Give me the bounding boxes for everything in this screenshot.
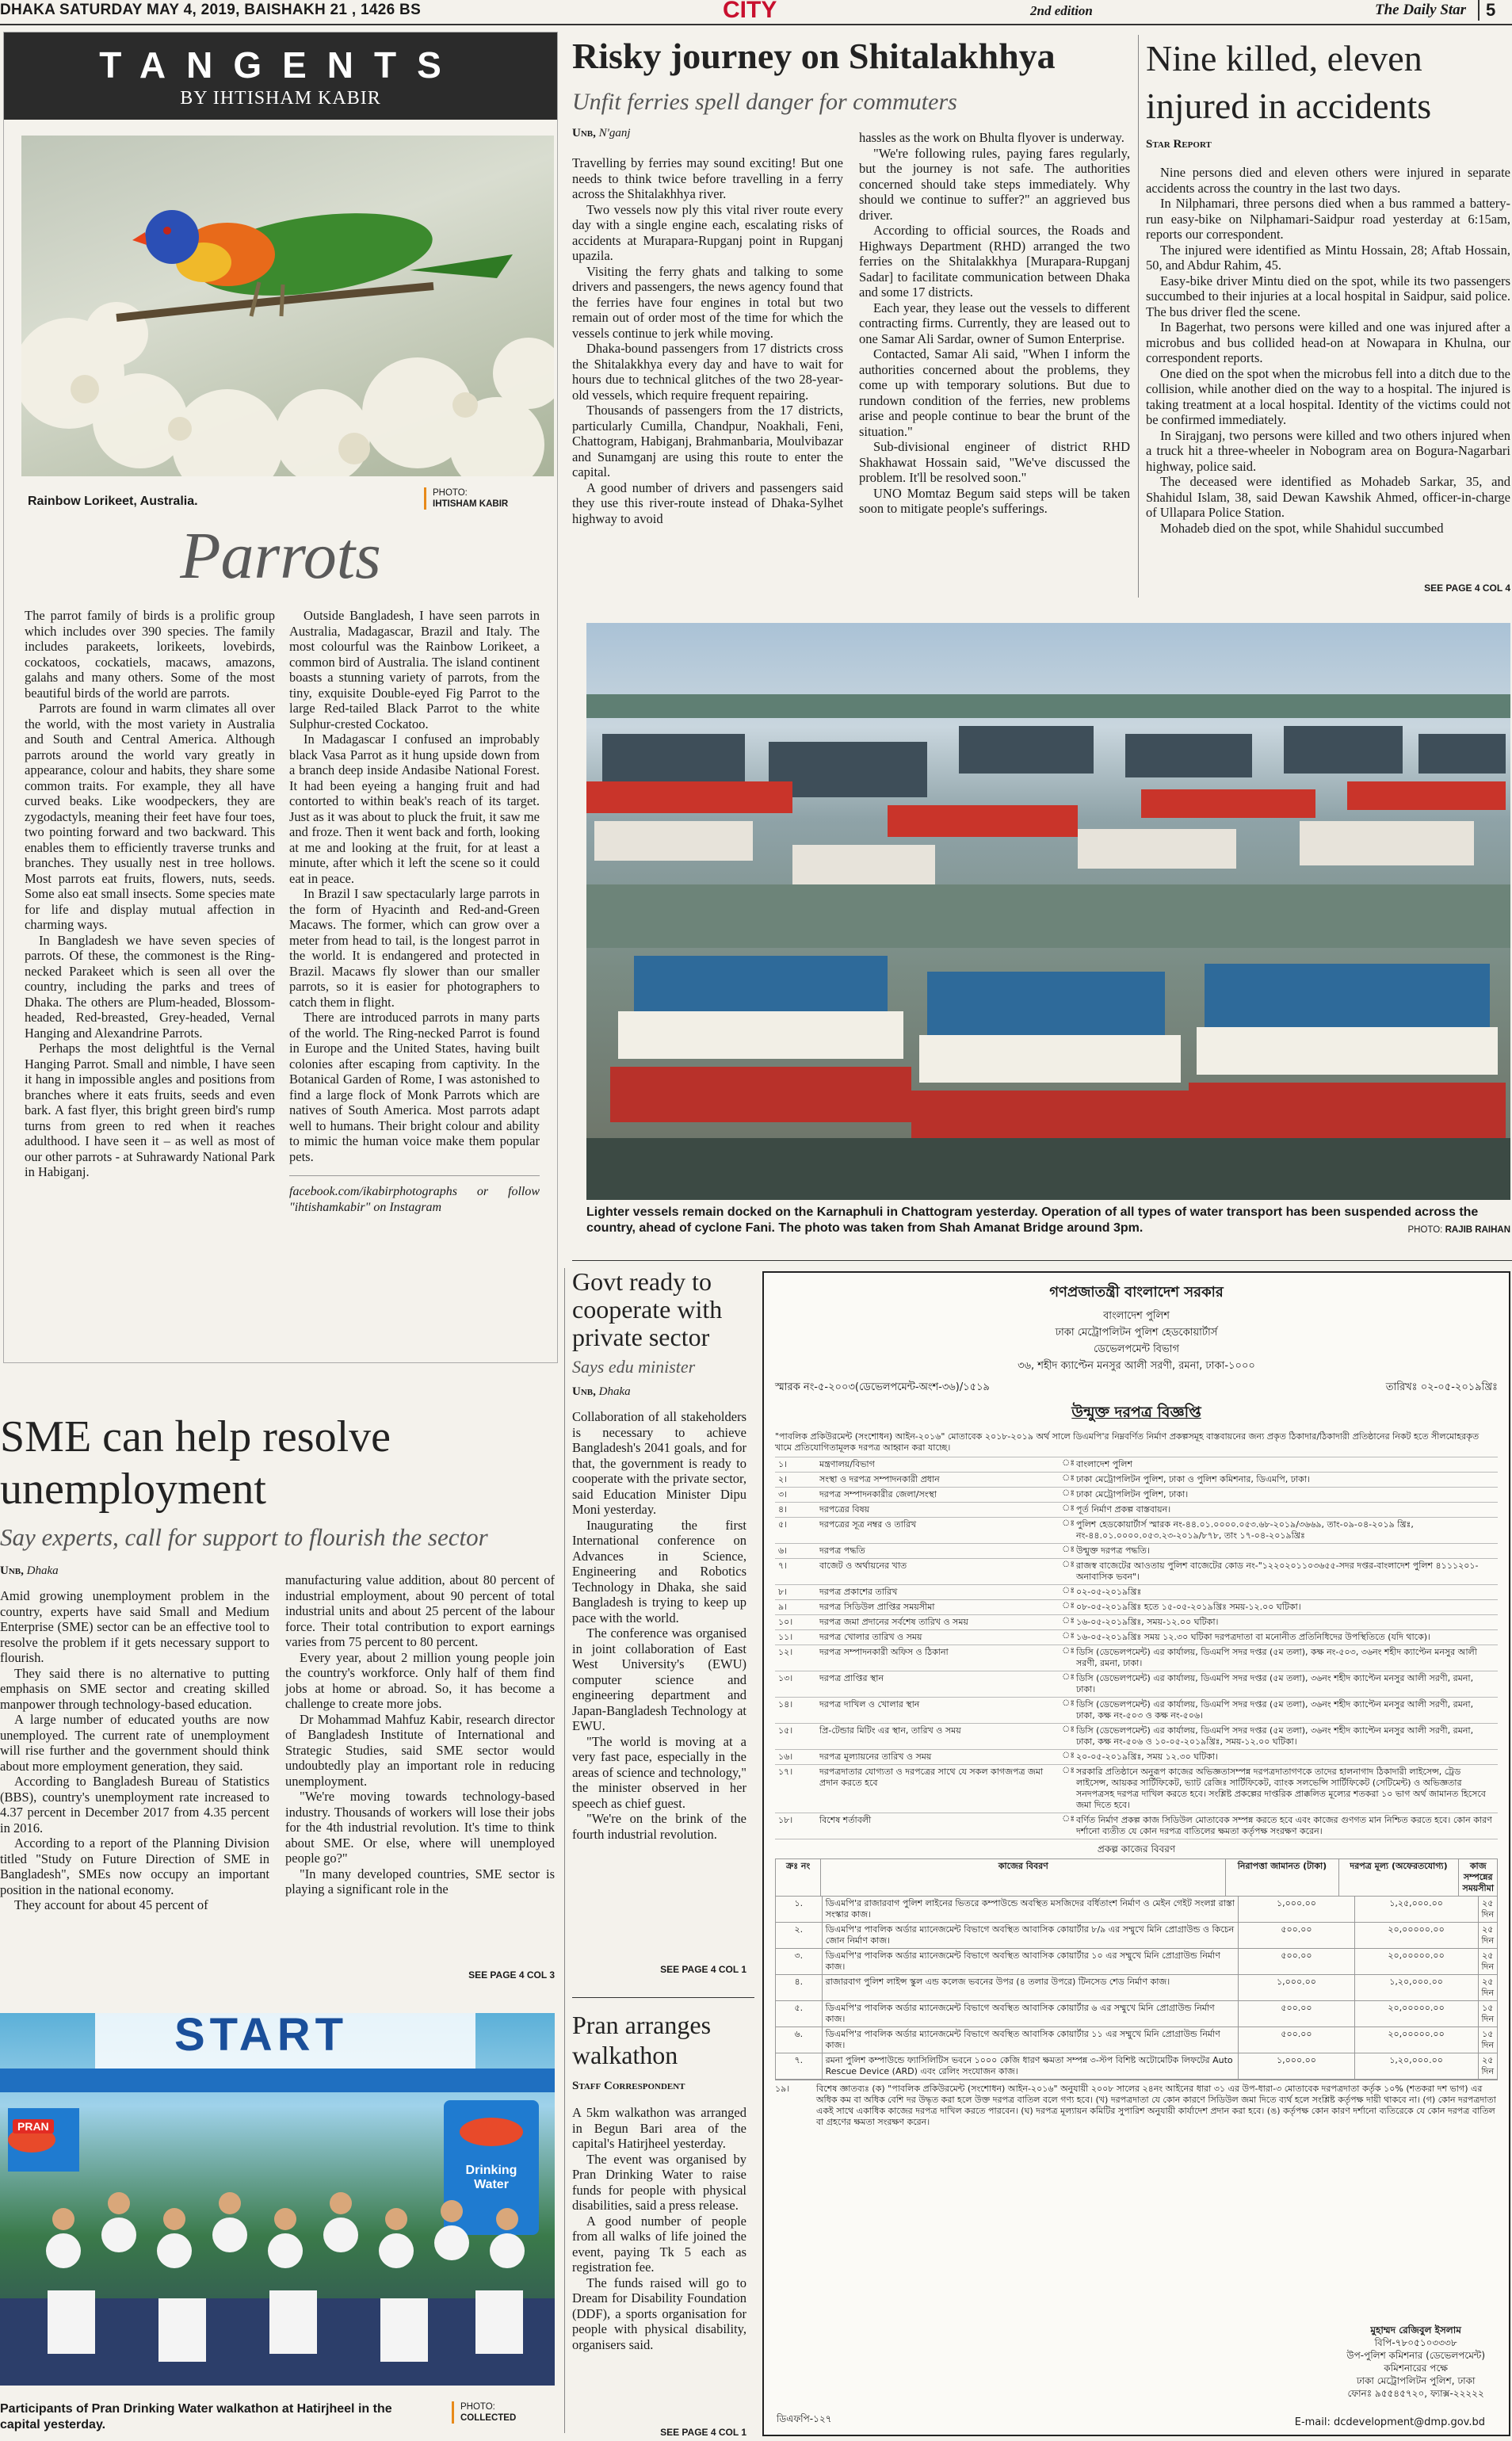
sign-office: কমিশনারের পক্ষে	[1384, 2363, 1448, 2374]
sme-p: manufacturing value addition, about 80 percent of industrial employment, about 90 percent of total industrial units and about 25 percent of the labour force. Their total contribution to export earnings varies from 75 percent to 80 percent.	[285, 1572, 555, 1649]
row-label: দরপত্রের বিষয়	[819, 1504, 870, 1515]
sign-title: উপ-পুলিশ কমিশনার (ডেভেলপমেন্ট)	[1346, 2350, 1485, 2361]
table-cell: ২.	[776, 1923, 823, 1948]
table-cell: ৭.	[776, 2053, 823, 2079]
pran-credit-name: COLLECTED	[460, 2413, 517, 2423]
govt-p: The conference was organised in joint collaboration of East West University's (EWU) computer science and engineering department and Japan-Bangladesh Technology at EWU.	[572, 1625, 746, 1733]
sme-byline	[0, 1564, 59, 1578]
table-cell: ডিএমপি'র রাজারবাগ পুলিশ লাইনের ভিতরে কম্পাউন্ডে অবস্থিত মসজিদের বর্ধিতাংশ নির্মাণ ও মেইন গেইট সংলগ্ন রাস্তা সংস্কার কাজ।	[823, 1897, 1239, 1922]
sme-p: Every year, about 2 million young people join the country's workforce. Only half of them find jobs at home or abroad. So, it has become a challenge to create more jobs.	[285, 1649, 555, 1711]
row-no: ৮।	[778, 1587, 788, 1597]
nine-p: In Bagerhat, two persons were killed and one was injured after a microbus and bus collided head-on at Nowapara in Khulna, our correspondent reports.	[1146, 319, 1510, 365]
row-no: ১।	[778, 1459, 788, 1469]
notice-table-label: প্রকল্প কাজের বিবরণ	[1097, 1843, 1176, 1855]
row-value: পুলিশ হেডকোয়ার্টার্স স্মারক নং-৪৪.০১.০০০০.০৫৩.৬৮-২০১৯/৩৬৬৯, তাং-০৯-০৪-২০১৯ খ্রিঃ, নং-৪৪.০১.০০০০.০৫৩.২৩-২০১৯/৮৭৮, তাং ১৭-০৪-২০১৯খ্রিঃ	[1076, 1519, 1414, 1541]
row-value: রাজস্ব বাজেটের আওতায় পুলিশ বাজেটের কোড নং-"১২২০২০১১০৩৬৫৫-সদর দপ্তর-বাংলাদেশ পুলিশ ৪১১১২০১-অনাবাসিক ভবন"।	[1076, 1560, 1479, 1582]
table-cell: ৫০০.০০	[1239, 1923, 1354, 1948]
nine-p: One died on the spot when the microbus fell into a ditch due to the collision, while another died on the way to a hospital. The injured is taking treatment at a local hospital. Identity of the victims could not be confirmed immediately.	[1146, 365, 1510, 427]
risky-byline	[572, 127, 631, 140]
row-label: দরপত্র পদ্ধতি	[819, 1545, 865, 1556]
pran-p: The event was organised by Pran Drinking Water to raise funds for people with physical disabilities, said a press release.	[572, 2151, 746, 2213]
row-label: দরপত্র প্রাপ্তির স্থান	[819, 1673, 884, 1683]
sme-p: According to a report of the Planning Division titled "Study on Future Direction of SME in Bangladesh", SMEs now occupy an important position in the national economy.	[0, 1836, 269, 1897]
table-header-cell: নিরাপত্তা জামানত (টাকা)	[1226, 1859, 1338, 1896]
credit-label: PHOTO:	[433, 488, 468, 498]
govt-subhead: Says edu minister	[572, 1357, 696, 1377]
table-cell: ২০,০০০০০.০০	[1355, 1923, 1479, 1948]
table-cell: ১,০০০.০০	[1239, 2053, 1354, 2079]
notice-row: ৫। দরপত্রের সূত্র নম্বর ও তারিখ ঃ পুলিশ হেডকোয়ার্টার্স স্মারক নং-৪৪.০১.০০০০.০৫৩.৬৮-২০১৯/৩৬৬৯, তাং-০৯-০৪-২০১৯ খ্রিঃ, নং-৪৪.০১.০০০০.০৫৩.২৩-২০১৯/৮৭৮, তাং ১৭-০৪-২০১৯খ্রিঃ	[775, 1518, 1498, 1544]
risky-p: Dhaka-bound passengers from 17 districts cross the Shitalakkhya every day and have to wait for hours due to technical glitches of the two 28-year-old vessels, which require frequent repairing.	[572, 341, 843, 403]
table-cell: ১৫ দিন	[1481, 2029, 1495, 2050]
masthead-dateline: DHAKA SATURDAY MAY 4, 2019, BAISHAKH 21 , 1426 BS	[0, 2, 422, 18]
notice-row: ১০। দরপত্র জমা প্রদানের সর্বশেষ তারিখ ও সময় ঃ ১৬-০৫-২০১৯খ্রিঃ, সময়-১২.০০ ঘটিকা।	[775, 1615, 1498, 1630]
column-divider	[1138, 35, 1139, 598]
page-number: 5	[1478, 0, 1495, 21]
vessels-credit-label: PHOTO:	[1407, 1225, 1443, 1235]
tangents-p: Outside Bangladesh, I have seen parrots in Australia, Madagascar, Brazil and Italy. The most colourful was the Rainbow Lorikeet, a common bird of Australia. The island continent boasts a stunning variety of parrots, from the tiny, exquisite Double-eyed Fig Parrot to the large Red-tailed Black Parrot to the white Sulphur-crested Cockatoo.	[289, 608, 540, 732]
table-row	[776, 2027, 1497, 2053]
row-label: দরপত্র জমা প্রদানের সর্বশেষ তারিখ ও সময়	[819, 1617, 968, 1627]
table-row	[776, 1923, 1497, 1949]
table-cell: রমনা পুলিশ কম্পাউন্ডে ফ্যাসিলিটিস ভবনে ১০০০ কেজি ধারণ ক্ষমতা সম্পন্ন ৩-স্টপ বিশিষ্ট অটোমেটিক লিফটের Auto Rescue Device (ARD) এবং রেলিং সংযোজন কাজ।	[823, 2053, 1239, 2079]
tender-notice	[762, 1271, 1510, 2436]
nine-p: Nine persons died and eleven others were injured in separate accidents across the country in the last two days.	[1146, 165, 1510, 196]
table-cell: ১৫ দিন	[1481, 2003, 1495, 2024]
row-value: ডিসি (ডেভেলপমেন্ট) এর কার্যালয়, ডিএমপি সদর দপ্তর (৫ম তলা), ৩৬নং শহীদ ক্যাপ্টেন মনসুর আলী সরণী, রমনা, ঢাকা, কক্ষ নং-৫০৩ ও কক্ষ নং-৫০৬।	[1076, 1699, 1474, 1721]
govt-p: Inaugurating the first International conference on Advances in Science, Engineering and Robotics Technology in Dhaka, she said Bangladesh is trying to keep up pace with the world.	[572, 1517, 746, 1625]
sme-dateline: Dhaka	[26, 1564, 59, 1577]
section-rule	[572, 1997, 754, 1998]
notice-row: ১৮। বিশেষ শর্তাবলী ঃ বর্ণিত নির্মাণ প্রকল্প কাজ সিডিউল মোতাবেক সম্পন্ন করতে হবে এবং কাজের গুণগত মান নিশ্চিত করতে হবে। কোন কারণ দর্শানো ব্যতীত যে কোন দরপত্র বাতিলের ক্ষমতা কর্তৃপক্ষ সংরক্ষণ করেন।	[775, 1813, 1498, 1839]
pran-see-page[interactable]: SEE PAGE 4 COL 1	[660, 2427, 746, 2438]
row-value: ১৬-০৫-২০১৯খ্রিঃ, সময়-১২.০০ ঘটিকা।	[1076, 1617, 1219, 1627]
row-no: ১৮।	[778, 1815, 793, 1825]
pran-p: The funds raised will go to Dream for Disability Foundation (DDF), a sports organisation for people with physical disability, organisers said.	[572, 2275, 746, 2352]
row-value: বর্ণিত নির্মাণ প্রকল্প কাজ সিডিউল মোতাবেক সম্পন্ন করতে হবে এবং কাজের গুণগত মান নিশ্চিত করতে হবে। কোন কারণ দর্শানো ব্যতীত যে কোন দরপত্র বাতিলের ক্ষমতা কর্তৃপক্ষ সংরক্ষণ করেন।	[1076, 1815, 1492, 1836]
row-no: ৪।	[778, 1504, 788, 1515]
row-value: উন্মুক্ত দরপত্র পদ্ধতি।	[1076, 1545, 1150, 1556]
sme-p: According to Bangladesh Bureau of Statistics (BBS), country's unemployment rate increased to 4.37 percent in December 2017 from 4.35 percent in 2016.	[0, 1774, 269, 1836]
table-cell: ১,০০০.০০	[1239, 1975, 1354, 2000]
table-cell: ৪.	[776, 1975, 823, 2000]
notice-ref: ডিএফপি-১২৭	[777, 2413, 832, 2424]
notice-hq: ঢাকা মেট্রোপলিটন পুলিশ হেডকোয়ার্টার্স	[1055, 1327, 1218, 1339]
notice-row: ৯। দরপত্র সিডিউল প্রাপ্তির সময়সীমা ঃ ০৮-০৫-২০১৯খ্রিঃ হতে ১৫-০৫-২০১৯খ্রিঃ সময়-১২.০০ ঘটিকা।	[775, 1600, 1498, 1615]
row-label: প্রি-টেন্ডার মিটিং এর স্থান, তারিখ ও সময়	[819, 1725, 961, 1736]
row-no: ২।	[778, 1474, 788, 1484]
notice-title: উন্মুক্ত দরপত্র বিজ্ঞপ্তি	[1071, 1404, 1201, 1421]
sme-see-page[interactable]: SEE PAGE 4 COL 3	[468, 1969, 555, 1981]
notice-row: ৩। দরপত্র সম্পাদনকারীর জেলা/সংস্থা ঃ ঢাকা মেট্রোপলিটন পুলিশ, ঢাকা।	[775, 1488, 1498, 1503]
nine-p: In Sirajganj, two persons were killed and two others injured when a truck hit a three-wheeler in Nobogram area on Bogura-Nagarbari highway, police said.	[1146, 427, 1510, 474]
risky-col1	[572, 155, 843, 526]
notice-row: ১৪। দরপত্র দাখিল ও খোলার স্থান ঃ ডিসি (ডেভেলপমেন্ট) এর কার্যালয়, ডিএমপি সদর দপ্তর (৫ম তলা), ৩৬নং শহীদ ক্যাপ্টেন মনসুর আলী সরণী, রমনা, ঢাকা, কক্ষ নং-৫০৩ ও কক্ষ নং-৫০৬।	[775, 1698, 1498, 1724]
govt-byline	[572, 1385, 631, 1399]
lorikeet-illustration	[21, 136, 554, 476]
row-no: ১৭।	[778, 1767, 793, 1777]
risky-p: Sub-divisional engineer of district RHD Shakhawat Hossain said, "We've discussed the problem. It'll be resolved soon."	[859, 439, 1130, 485]
table-cell: ২০,০০০০০.০০	[1355, 2027, 1479, 2053]
nine-byline: Star Report	[1146, 138, 1212, 151]
row-label: সংস্থা ও দরপত্র সম্পাদনকারী প্রধান	[819, 1474, 940, 1484]
sign-id: বিপি-৭৮০৫১০৩৩৩৮	[1374, 2337, 1457, 2348]
section-label: CITY	[723, 0, 777, 23]
pran-banner-text: START	[174, 2013, 349, 2061]
row-label: দরপত্র সম্পাদনকারী অফিস ও ঠিকানা	[819, 1647, 949, 1657]
notice-footnote: বিশেষ জ্ঞাতব্যঃ (ক) "পাবলিক প্রকিউরমেন্ট (সংশোধন) আইন-২০১৬" অনুযায়ী ২০০৮ সালের ২৪নং আইনের ধারা ৩১ এর উপ-ধারা-৩ মোতাবেক দরপত্রদাতা কর্তৃক ১০% (শতকরা দশ ভাগ) এর অধিক কম বা অধিক বেশি দর উদ্ধৃত করা হলে উক্ত দরপত্র বাতিল বলে গণ্য হবে। (খ) দরপত্রদাতা যে কোন কারণে সিডিউল জমা দিতে ব্যর্থ হলে সংশ্লিষ্ট কর্তৃপক্ষ দায়ী থাকবে না। (গ) কোন দরপত্রদাতা একই সাথে একাধিক কাজের দরপত্র দাখিল করতে পারবেন। (ঘ) দরপত্র মূল্যায়ন কমিটির সুপারিশ অনুযায়ী কার্যাদেশ প্রদান করা হবে। (ঙ) কর্তৃপক্ষ কোন কারণ দর্শানো ব্যতিরেকে যে কোন দরপত্র বাতিল বা গ্রহণের ক্ষমতা সংরক্ষণ করেন।	[816, 2084, 1496, 2127]
table-row	[776, 1975, 1497, 2001]
sme-subhead: Say experts, call for support to flourish the sector	[0, 1523, 488, 1551]
table-cell: ৫০০.০০	[1239, 2001, 1354, 2027]
row-label: বাজেট ও অর্থায়নের খাত	[819, 1560, 907, 1571]
vessels-caption: Lighter vessels remain docked on the Karnaphuli in Chattogram yesterday. Operation of all types of water transport has been suspended across the country, ahead of cyclone Fani. The photo was taken from Shah Amanat Bridge around 3pm.	[586, 1205, 1479, 1235]
notice-row: ১৩। দরপত্র প্রাপ্তির স্থান ঃ ডিসি (ডেভেলপমেন্ট) এর কার্যালয়, ডিএমপি সদর দপ্তর (৫ম তলা), ৩৬নং শহীদ ক্যাপ্টেন মনসুর আলী সরণী, রমনা, ঢাকা।	[775, 1671, 1498, 1698]
notice-intro: "পাবলিক প্রকিউরমেন্ট (সংশোধন) আইন-২০১৬" মোতাবেক ২০১৮-২০১৯ অর্থ সালে ডিএমপি'র নিম্নবর্ণিত নির্মাণ প্রকল্পসমূহ বাস্তবায়নের জন্য প্রকৃত ঠিকাদার/ঠিকাদারী প্রতিষ্ঠানের নিকট হতে সীলমোহরকৃত খামে প্রতিযোগিতামূলক দরপত্র আহ্বান করা যাচ্ছে।	[775, 1431, 1480, 1453]
row-no: ৭।	[778, 1560, 788, 1571]
nine-p: The injured were identified as Mintu Hossain, 28; Aftab Hossain, 50, and Abdur Rahim, 45.	[1146, 242, 1510, 273]
risky-col2	[859, 130, 1130, 517]
pran-brand-logo: PRAN	[13, 2119, 54, 2133]
tangents-col2	[289, 608, 540, 1215]
sme-p: Dr Mohammad Mahfuz Kabir, research director of Bangladesh Institute of International and Strategic Studies, said SME sector would undoubtedly play an important role in reducing unemployment.	[285, 1711, 555, 1789]
table-header-cell: ক্রঃ নং	[776, 1859, 821, 1896]
row-no: ৯।	[778, 1602, 788, 1612]
section-rule	[572, 1260, 1512, 1261]
table-cell: ১.	[776, 1897, 823, 1922]
notice-table	[775, 1858, 1498, 2080]
table-cell: ২৫ দিন	[1481, 1977, 1495, 1998]
vessels-credit-name: RAJIB RAIHAN	[1445, 1225, 1510, 1235]
lorikeet-credit	[424, 487, 543, 510]
risky-headline: Risky journey on Shitalakhhya	[572, 36, 1056, 76]
row-no: ১০।	[778, 1617, 793, 1627]
govt-body	[572, 1409, 746, 1842]
sme-p: They account for about 45 percent of	[14, 1897, 208, 1912]
sme-p: They said there is no alternative to putting emphasis on SME sector and creating skilled manpower through technology-based education.	[0, 1665, 269, 1712]
notice-memo-row	[775, 1380, 1498, 1396]
sme-p: "In many developed countries, SME sector is playing a significant role in the	[285, 1866, 555, 1897]
tangents-byline: BY IHTISHAM KABIR	[180, 88, 381, 109]
pran-caption: Participants of Pran Drinking Water walkathon at Hatirjheel in the capital yesterday.	[0, 2402, 392, 2431]
tangents-p: There are introduced parrots in many parts of the world. The Ring-necked Parrot is found in Europe and the United States, having built colonies after escaping from captivity. In the Botanical Garden of Rome, I was astonished to find a large flock of Monk Parrots which are natives of South America. Most parrots adapt well to humans. Their bright colour and ability to mimic the human voice make them popular pets.	[289, 1010, 540, 1164]
table-cell: ৫০০.০০	[1239, 1949, 1354, 1974]
row-value: পূর্ত নির্মাণ প্রকল্প বাস্তবায়ন।	[1076, 1504, 1171, 1515]
row-label: মন্ত্রণালয়/বিভাগ	[819, 1459, 875, 1469]
sme-p: Amid growing unemployment problem in the country, experts have said Small and Medium Enterprise (SME) sector can be an effective tool to resolve the problem if it gets necessary support to flourish.	[0, 1588, 269, 1665]
table-cell: ৬.	[776, 2027, 823, 2053]
row-value: ০২-০৫-২০১৯খ্রিঃ	[1076, 1587, 1142, 1597]
pran-illustration	[0, 2013, 555, 2386]
vessels-illustration	[586, 623, 1510, 1200]
paper-name: The Daily Star	[1375, 2, 1467, 18]
row-value: ২০-০৫-২০১৯খ্রিঃ, সময় ১২.৩০ ঘটিকা।	[1076, 1751, 1218, 1762]
notice-row: ১৬। দরপত্র মূল্যায়নের তারিখ ও সময় ঃ ২০-০৫-২০১৯খ্রিঃ, সময় ১২.৩০ ঘটিকা।	[775, 1750, 1498, 1765]
table-row	[776, 1949, 1497, 1975]
lorikeet-caption: Rainbow Lorikeet, Australia.	[28, 495, 198, 508]
notice-row: ৪। দরপত্রের বিষয় ঃ পূর্ত নির্মাণ প্রকল্প বাস্তবায়ন।	[775, 1503, 1498, 1518]
tangents-p: In Bangladesh we have seven species of parrots. Of these, the commonest is the Ring-necked Parakeet which is seen all over the country, including the parks and trees of Dhaka. The others are Plum-headed, Blossom-headed, Red-breasted, Grey-headed, Vernal Hanging and Alexandrine Parrots.	[25, 932, 275, 1041]
nine-p: In Nilphamari, three persons died when a bus rammed a battery-run easy-bike on Nilphamari-Saidpur road yesterday at 6:15am, reports our correspondent.	[1146, 196, 1510, 242]
table-cell: ৫০০.০০	[1239, 2027, 1354, 2053]
table-cell: রাজারবাগ পুলিশ লাইন্স স্কুল এন্ড কলেজ ভবনের উপর (৪ তলার উপরে) টিনসেড শেড নির্মাণ কাজ।	[823, 1975, 1239, 2000]
row-label: দরপত্র খোলার তারিখ ও সময়	[819, 1632, 922, 1642]
row-value: ঢাকা মেট্রোপলিটন পুলিশ, ঢাকা ও পুলিশ কমিশনার, ডিএমপি, ঢাকা।	[1076, 1474, 1310, 1484]
table-cell: ২০,০০০০০.০০	[1355, 1949, 1479, 1974]
table-cell: ডিএমপি'র পাবলিক অর্ডার ম্যানেজমেন্ট বিভাগে অবস্থিত আবাসিক কোয়ার্টার ১১ এর সম্মুখে মিনি প্রোগ্রাউন্ড নির্মাণ কাজ।	[823, 2027, 1239, 2053]
notice-rows	[775, 1457, 1498, 1839]
row-label: দরপত্র প্রকাশের তারিখ	[819, 1587, 898, 1597]
notice-signature	[1346, 2324, 1485, 2400]
lorikeet-photo	[21, 136, 554, 476]
nine-p: Easy-bike driver Mintu died on the spot, while its two passengers succumbed to their injuries at a local hospital in Saidpur, said police. The bus driver fled the scene.	[1146, 273, 1510, 319]
tangents-col1	[25, 608, 275, 1180]
row-no: ১৩।	[778, 1673, 793, 1683]
tangents-p: The parrot family of birds is a prolific group which includes over 390 species. The family includes parakeets, lorikeets, lovebirds, cockatoos, cockatiels, macaws, amazons, galahs and many others. Some of the most beautiful birds of the world are parrots.	[25, 608, 275, 701]
table-cell: ২৫ দিন	[1481, 1950, 1495, 1972]
table-cell: ২০,০০০০০.০০	[1355, 2001, 1479, 2027]
notice-footnote-row	[775, 2084, 1498, 2128]
row-label: দরপত্র দাখিল ও খোলার স্থান	[819, 1699, 920, 1709]
pran-sign-text: Drinking Water	[465, 2164, 517, 2191]
vessels-credit	[1379, 1224, 1510, 1236]
govt-byline-agency: Unb,	[572, 1385, 596, 1398]
tangents-p: In Brazil I saw spectacularly large parrots in the form of Hyacinth and Red-and-Green Macaws. The former, which can grow over a meter from head to tail, is the longest parrot in the world. It is endangered and protected in Brazil. Macaws fly slower than our smaller parrots, so it is easier for photographers to catch them in flight.	[289, 886, 540, 1010]
parrots-headline: Parrots	[180, 519, 381, 593]
nine-p: The deceased were identified as Mohadeb Sarkar, 35, and Shahidul Islam, 38, said Dewan Kawshik Ahmed, officer-in-charge of Ullapara Police Station.	[1146, 474, 1510, 520]
table-header-cell: কাজের বিবরণ	[821, 1859, 1226, 1896]
nine-headline: Nine killed, eleven injured in accidents	[1146, 38, 1432, 126]
pran-credit-label: PHOTO:	[460, 2402, 495, 2412]
risky-p: Visiting the ferry ghats and talking to some drivers and passengers, the news agency found that the ferries have four engines in total but two remain out of order most of the time for which the vessels continue to jerk while moving.	[572, 263, 843, 341]
risky-p: hassles as the work on Bhulta flyover is underway.	[859, 130, 1124, 145]
govt-see-page[interactable]: SEE PAGE 4 COL 1	[660, 1964, 746, 1975]
edition-label: 2nd edition	[1030, 3, 1093, 18]
notice-row: ৮। দরপত্র প্রকাশের তারিখ ঃ ০২-০৫-২০১৯খ্রিঃ	[775, 1585, 1498, 1600]
govt-p: "The world is moving at a very fast pace, especially in the areas of science and technology," the minister observed in her speech as chief guest.	[572, 1733, 746, 1811]
row-value: ১৬-০৫-২০১৯খ্রিঃ সময় ১২.৩০ ঘটিকা দরপত্রদাতা বা মনোনীত প্রতিনিধিদের উপস্থিতিতে (যদি থাকে)।	[1076, 1632, 1431, 1642]
row-value: ঢাকা মেট্রোপলিটন পুলিশ, ঢাকা।	[1076, 1489, 1189, 1499]
table-cell: ২৫ দিন	[1481, 2055, 1495, 2076]
table-cell: ১,২৫,০০০.০০	[1355, 1897, 1479, 1922]
tangents-p: Perhaps the most delightful is the Vernal Hanging Parrot. Small and nimble, I have seen it hang in impossible angles and positions from branches where it eats fruits, seeds and even bark. A fast flyer, this bright green bird's rump turns from green to red when it reaches adulthood. I have seen it – as well as most of our other parrots - at Suhrawardy National Park in Habiganj.	[25, 1041, 275, 1179]
pran-p: A good number of people from all walks of life joined the event, paying Tk 5 each as registration fee.	[572, 2213, 746, 2275]
pran-body	[572, 2105, 746, 2352]
table-row	[776, 1897, 1497, 1923]
govt-p: "We're on the brink of the fourth industrial revolution.	[572, 1811, 746, 1842]
pran-photo	[0, 2013, 555, 2386]
row-label: দরপত্র সিডিউল প্রাপ্তির সময়সীমা	[819, 1602, 935, 1612]
row-value: ডিসি (ডেভেলপমেন্ট) এর কার্যালয়, ডিএমপি সদর দপ্তর (৫ম তলা), ৩৬নং শহীদ ক্যাপ্টেন মনসুর আলী সরণী, রমনা, ঢাকা।	[1076, 1673, 1474, 1694]
sign-name: মুহাম্মদ রেজিবুল ইসলাম	[1370, 2324, 1461, 2336]
sme-p: "We're moving towards technology-based industry. Thousands of workers will lose their jobs for the 4th industrial revolution. It's time to think about SME. Or else, where will unemployed people go?"	[285, 1789, 555, 1866]
notice-memo: স্মারক নং-৫-২০০৩(ডেভেলপমেন্ট-অংশ-৩৬)/১৫১৯	[775, 1381, 990, 1393]
table-cell: ৫.	[776, 2001, 823, 2027]
row-no: ১২।	[778, 1647, 793, 1657]
notice-email[interactable]: E-mail: dcdevelopment@dmp.gov.bd	[1294, 2416, 1485, 2428]
row-no: ১৪।	[778, 1699, 793, 1709]
table-cell: ডিএমপি'র পাবলিক অর্ডার ম্যানেজমেন্ট বিভাগে অবস্থিত আবাসিক কোয়ার্টার ১০ এর সম্মুখে মিনি প্রোগ্রাউন্ড নির্মাণ কাজ।	[823, 1949, 1239, 1974]
sme-p: A large number of educated youths are now unemployed. The current rate of unemployment will rise further and the government should think about more employment generation, they said.	[0, 1712, 269, 1774]
table-header	[776, 1859, 1497, 1897]
pran-headline: Pran arranges walkathon	[572, 2011, 712, 2069]
notice-row: ২। সংস্থা ও দরপত্র সম্পাদনকারী প্রধান ঃ ঢাকা মেট্রোপলিটন পুলিশ, ঢাকা ও পুলিশ কমিশনার, ডিএমপি, ঢাকা।	[775, 1473, 1498, 1488]
table-cell: ডিএমপি'র পাবলিক অর্ডার ম্যানেজমেন্ট বিভাগে অবস্থিত আবাসিক কোয়ার্টার ৮/৯ এর সম্মুখে মিনি প্রোগ্রাউন্ড ও কিচেন জোন নির্মাণ কাজ।	[823, 1923, 1239, 1948]
notice-row: ৭। বাজেট ও অর্থায়নের খাত ঃ রাজস্ব বাজেটের আওতায় পুলিশ বাজেটের কোড নং-"১২২০২০১১০৩৬৫৫-সদর দপ্তর-বাংলাদেশ পুলিশ ৪১১১২০১-অনাবাসিক ভবন"।	[775, 1559, 1498, 1585]
risky-p: Contacted, Samar Ali said, "When I inform the authorities concerned about the problems, they come up with temporary solutions. But due to rundown condition of the ferries, new problems arise and people continue to bear the brunt of the situation."	[859, 346, 1130, 439]
risky-p: Each year, they lease out the vessels to different contracting firms. Currently, they are leased out to one Samar Ali Sardar, owner of Sumon Enterprise.	[859, 300, 1130, 346]
row-label: দরপত্রদাতার যোগ্যতা ও দরপত্রের সাথে যে সকল কাগজপত্র জমা প্রদান করতে হবে	[819, 1767, 1044, 1788]
masthead-rule	[0, 24, 1512, 25]
nine-see-page[interactable]: SEE PAGE 4 COL 4	[1424, 583, 1510, 594]
risky-p: According to official sources, the Roads and Highways Department (RHD) arranged the two ferries on the Shitalakkhya [Murapara-Rupganj Sadar] to facilitate communication between Dhaka and some 17 districts.	[859, 223, 1130, 300]
risky-p: Thousands of passengers from the 17 districts, particularly Cumilla, Chandpur, Noakhali, Feni, Chattogram, Habiganj, Brahmanbaria, Moulvibazar and Sunamganj are using this route to enter the capital.	[572, 403, 843, 479]
tangents-box	[3, 32, 558, 1363]
row-label: বিশেষ শর্তাবলী	[819, 1815, 872, 1825]
pran-credit	[452, 2401, 555, 2424]
notice-row: ১২। দরপত্র সম্পাদনকারী অফিস ও ঠিকানা ঃ ডিসি (ডেভেলপমেন্ট) এর কার্যালয়, ডিএমপি সদর দপ্তর (৫ম তলা), কক্ষ নং-৫০৩, ৩৬নং শহীদ ক্যাপ্টেন মনসুর আলী সরণী, রমনা, ঢাকা।	[775, 1645, 1498, 1671]
notice-address: ৩৬, শহীদ ক্যাপ্টেন মনসুর আলী সরণী, রমনা, ঢাকা-১০০০	[1018, 1360, 1255, 1372]
sme-byline-agency: Unb,	[0, 1564, 24, 1577]
row-value: ০৮-০৫-২০১৯খ্রিঃ হতে ১৫-০৫-২০১৯খ্রিঃ সময়-১২.০০ ঘটিকা।	[1076, 1602, 1301, 1612]
notice-date: তারিখঃ ০২-০৫-২০১৯খ্রিঃ	[1385, 1381, 1498, 1393]
tangents-header	[4, 32, 557, 120]
sme-col2	[285, 1572, 555, 1897]
row-no: ৬।	[778, 1545, 788, 1556]
pran-byline: Staff Correspondent	[572, 2080, 685, 2092]
table-header-cell: দরপত্র মূল্য (অফেরতযোগ্য)	[1339, 1859, 1460, 1896]
tangents-kicker: TANGENTS	[99, 44, 462, 86]
table-cell: ১,২০,০০০.০০	[1355, 1975, 1479, 2000]
row-label: দরপত্র সম্পাদনকারীর জেলা/সংস্থা	[819, 1489, 937, 1499]
risky-p: UNO Momtaz Begum said steps will be taken soon to mitigate people's sufferings.	[859, 485, 1130, 516]
credit-name: IHTISHAM KABIR	[433, 499, 509, 509]
risky-p: Travelling by ferries may sound exciting! But one needs to think twice before travelling in a ferry across the Shitalakhhya river.	[572, 155, 843, 201]
table-cell: ১,২০,০০০.০০	[1355, 2053, 1479, 2079]
notice-row: ১৭। দরপত্রদাতার যোগ্যতা ও দরপত্রের সাথে যে সকল কাগজপত্র জমা প্রদান করতে হবে ঃ সরকারি প্রতিষ্ঠানে অনুরূপ কাজের অভিজ্ঞতাসম্পন্ন দরপত্রদাতাগণকে তাদের হালনাগাদ ঠিকাদারী লাইসেন্স, ট্রেড লাইসেন্স, আয়কর সার্টিফিকেট, ভ্যাট রেজিঃ সার্টিফিকেট, ব্যাংক সলভেন্সি সার্টিফিকেট (সেটিমেন্ট) ও অভিজ্ঞতার সনদপত্রসহ দরপত্র দাখিল করতে হবে। সংশ্লিষ্ট প্রকল্পের দাপ্তরিক প্রাক্কলিত মূল্যের শতকরা ১০ ভাগ অর্থ জামানত হিসেবে জমা দিতে হবে।	[775, 1765, 1498, 1813]
govt-dateline: Dhaka	[598, 1385, 631, 1398]
table-header-cell: কাজ সম্পন্নের সময়সীমা	[1462, 1861, 1495, 1893]
nine-body	[1146, 165, 1510, 536]
risky-subhead: Unfit ferries spell danger for commuters	[572, 89, 957, 115]
notice-row: ১। মন্ত্রণালয়/বিভাগ ঃ বাংলাদেশ পুলিশ	[775, 1457, 1498, 1473]
notice-footnote-no: ১৯।	[775, 2084, 790, 2094]
sme-headline: SME can help resolve unemployment	[0, 1412, 391, 1514]
nine-p: Mohadeb died on the spot, while Shahidul succumbed	[1160, 520, 1444, 536]
row-value: বাংলাদেশ পুলিশ	[1076, 1459, 1132, 1469]
row-value: ডিসি (ডেভেলপমেন্ট) এর কার্যালয়, ডিএমপি সদর দপ্তর (৫ম তলা), কক্ষ নং-৫০৩, ৩৬নং শহীদ ক্যাপ্টেন মনসুর আলী সরণী, রমনা, ঢাকা।	[1076, 1647, 1477, 1668]
govt-p: Collaboration of all stakeholders is necessary to achieve Bangladesh's 2041 goals, and for that, the government is ready to cooperate with the private sector, said Education Minister Dipu Moni yesterday.	[572, 1409, 746, 1517]
column-divider	[564, 1268, 565, 2433]
table-row	[776, 2053, 1497, 2080]
table-cell: ডিএমপি'র পাবলিক অর্ডার ম্যানেজমেন্ট বিভাগে অবস্থিত আবাসিক কোয়ার্টার ৬ এর সম্মুখে মিনি প্রোগ্রাউন্ড নির্মাণ কাজ।	[823, 2001, 1239, 2027]
table-cell: ১,০০০.০০	[1239, 1897, 1354, 1922]
sign-phone: ফোনঃ ৯৫৫৪৫৭২০, ফ্যাক্স-২২২২২	[1347, 2388, 1484, 2399]
pran-p: A 5km walkathon was arranged in Begun Bari area of the capital's Hatirjheel yesterday.	[572, 2105, 746, 2151]
risky-p: "We're following rules, paying fares regularly, but the journey is not safe. The authorities concerned should take steps immediately. Why should we continue to suffer?" an aggrieved bus driver.	[859, 145, 1130, 223]
row-label: দরপত্র মূল্যায়নের তারিখ ও সময়	[819, 1751, 932, 1762]
table-row	[776, 2001, 1497, 2027]
vessels-photo	[586, 623, 1510, 1200]
notice-police: বাংলাদেশ পুলিশ	[1103, 1310, 1170, 1322]
table-cell: ৩.	[776, 1949, 823, 1974]
govt-headline: Govt ready to cooperate with private sector	[572, 1267, 723, 1351]
row-no: ১৬।	[778, 1751, 793, 1762]
tangents-p: Parrots are found in warm climates all over the world, with the most variety in Australia and South and Central America. Although parrots around the world vary greatly in appearance, colour and habits, they share some common traits. For example, they all have curved beaks. Like woodpeckers, they are zygodactyls, meaning their feet have four toes, two pointing forward and two backward. This enables them to efficiently traverse trunks and branches. They usually nest in tree hollows. Most parrots eat fruits, flowers, nuts, seeds. Some also eat small insects. Some species mate for life and display mutual affection in charming ways.	[25, 701, 275, 932]
tangents-footer-link[interactable]: facebook.com/ikabirphotographs or follow "ihtishamkabir" on Instagram	[289, 1175, 540, 1215]
sign-org: ঢাকা মেট্রোপলিটন পুলিশ, ঢাকা	[1356, 2375, 1476, 2386]
table-cell: ২৫ দিন	[1481, 1924, 1495, 1946]
table-cell: ২৫ দিন	[1481, 1898, 1495, 1920]
row-no: ১১।	[778, 1632, 793, 1642]
sme-col1	[0, 1588, 269, 1913]
risky-p: Two vessels now ply this vital river route every day with a single engine each, escalating risks of accidents at Murapara-Rupganj point in Rupganj upazila.	[572, 201, 843, 263]
row-no: ১৫।	[778, 1725, 793, 1736]
risky-byline-agency: Unb,	[572, 127, 596, 139]
row-value: সরকারি প্রতিষ্ঠানে অনুরূপ কাজের অভিজ্ঞতাসম্পন্ন দরপত্রদাতাগণকে তাদের হালনাগাদ ঠিকাদারী লাইসেন্স, ট্রেড লাইসেন্স, আয়কর সার্টিফিকেট, ভ্যাট রেজিঃ সার্টিফিকেট, ব্যাংক সলভেন্সি সার্টিফিকেট (সেটিমেন্ট) ও অভিজ্ঞতার সনদপত্রসহ দরপত্র দাখিল করতে হবে। সংশ্লিষ্ট প্রকল্পের দাপ্তরিক প্রাক্কলিত মূল্যের শতকরা ১০ ভাগ অর্থ জামানত হিসেবে জমা দিতে হবে।	[1076, 1767, 1486, 1810]
notice-row: ১৫। প্রি-টেন্ডার মিটিং এর স্থান, তারিখ ও সময় ঃ ডিসি (ডেভেলপমেন্ট) এর কার্যালয়, ডিএমপি সদর দপ্তর (৫ম তলা), ৩৬নং শহীদ ক্যাপ্টেন মনসুর আলী সরণী, রমনা, ঢাকা, কক্ষ নং-৫০৬ ও ১০-০৫-২০১৯খ্রিঃ, সময়-১২.০০ ঘটিকা।	[775, 1724, 1498, 1750]
risky-dateline: N'ganj	[598, 127, 631, 139]
risky-p: A good number of drivers and passengers said they use this river-route instead of Dhaka-Sylhet highway to avoid	[572, 479, 843, 526]
notice-gov: গণপ্রজাতন্ত্রী বাংলাদেশ সরকার	[1049, 1284, 1224, 1301]
notice-row: ৬। দরপত্র পদ্ধতি ঃ উন্মুক্ত দরপত্র পদ্ধতি।	[775, 1544, 1498, 1559]
row-no: ৫।	[778, 1519, 788, 1530]
notice-dept: ডেভেলপমেন্ট বিভাগ	[1094, 1343, 1179, 1355]
tangents-p: In Madagascar I confused an improbably black Vasa Parrot as it hung upside down from a branch deep inside Andasibe National Forest. It had been eyeing a hanging fruit and had contorted to within beak's reach of its target. Just as it was about to pluck the fruit, it saw me and froze. Then it went back and forth, looking at me and looking at the fruit, for at least a minute, after which it left the scene so it could eat in peace.	[289, 732, 540, 886]
row-label: দরপত্রের সূত্র নম্বর ও তারিখ	[819, 1519, 917, 1530]
notice-row: ১১। দরপত্র খোলার তারিখ ও সময় ঃ ১৬-০৫-২০১৯খ্রিঃ সময় ১২.৩০ ঘটিকা দরপত্রদাতা বা মনোনীত প্রতিনিধিদের উপস্থিতিতে (যদি থাকে)।	[775, 1630, 1498, 1645]
row-value: ডিসি (ডেভেলপমেন্ট) এর কার্যালয়, ডিএমপি সদর দপ্তর (৫ম তলা), ৩৬নং শহীদ ক্যাপ্টেন মনসুর আলী সরণী, রমনা, ঢাকা, কক্ষ নং-৫০৬ ও ১০-০৫-২০১৯খ্রিঃ, সময়-১২.০০ ঘটিকা।	[1076, 1725, 1474, 1747]
row-no: ৩।	[778, 1489, 788, 1499]
